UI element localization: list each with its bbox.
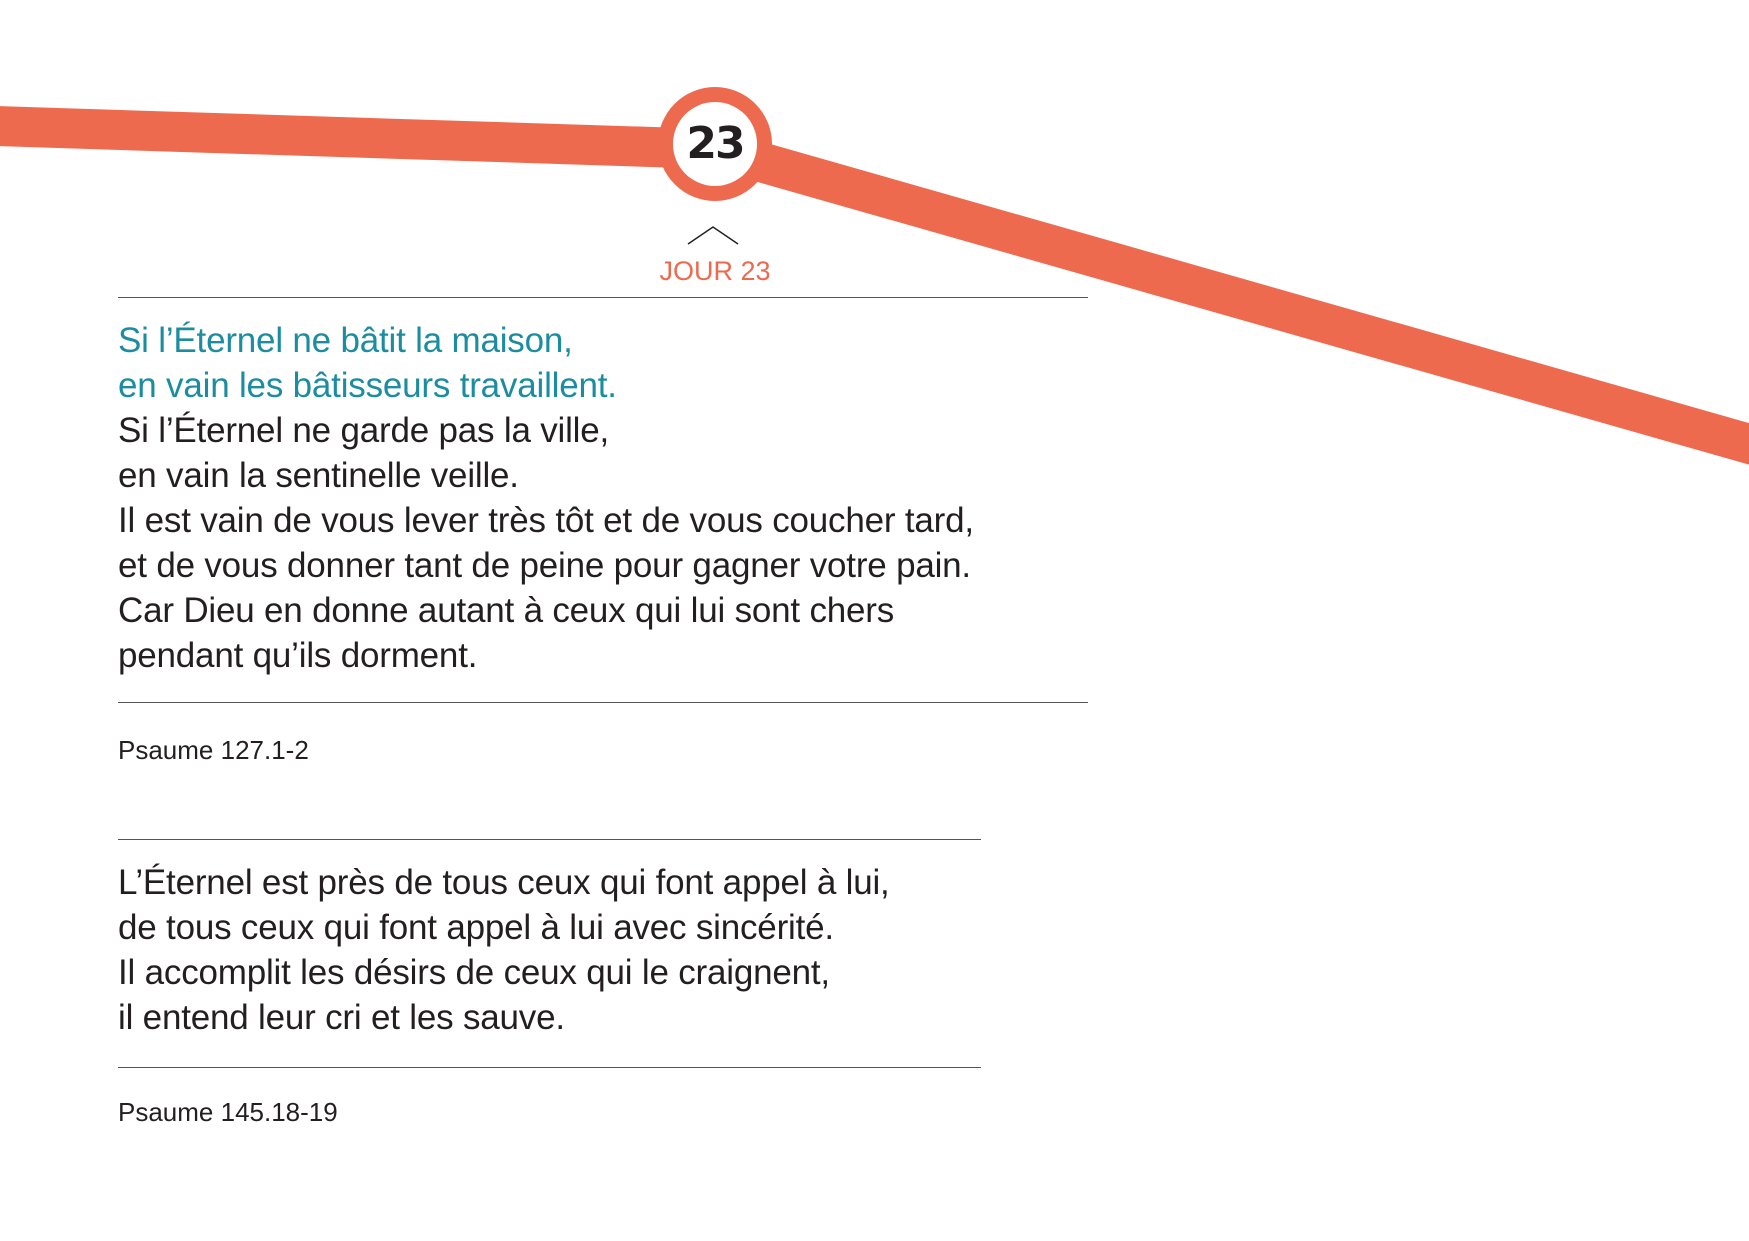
verse-line: de tous ceux qui font appel à lui avec sincérité. <box>118 908 834 947</box>
divider <box>118 839 981 840</box>
passage-1-text <box>118 318 974 678</box>
verse-line: il entend leur cri et les sauve. <box>118 998 565 1037</box>
verse-line: Si l’Éternel ne garde pas la ville, <box>118 411 610 450</box>
verse-line: Il est vain de vous lever très tôt et de vous coucher tard, <box>118 501 974 540</box>
passage-2-reference: Psaume 145.18-19 <box>118 1097 338 1127</box>
day-number: 23 <box>686 118 744 169</box>
verse-line: et de vous donner tant de peine pour gagner votre pain. <box>118 546 971 585</box>
verse-line: en vain les bâtisseurs travaillent. <box>118 366 617 405</box>
verse-line: Car Dieu en donne autant à ceux qui lui sont chers <box>118 591 895 630</box>
passage-2-text <box>118 860 890 1040</box>
passage-1-reference: Psaume 127.1-2 <box>118 735 309 765</box>
verse-line: pendant qu’ils dorment. <box>118 636 478 675</box>
chevron-up-icon <box>688 227 738 244</box>
verse-line: Il accomplit les désirs de ceux qui le craignent, <box>118 953 830 992</box>
verse-line: en vain la sentinelle veille. <box>118 456 519 495</box>
verse-line: L’Éternel est près de tous ceux qui font appel à lui, <box>118 863 890 902</box>
day-label: JOUR 23 <box>659 256 771 286</box>
divider <box>118 297 1088 298</box>
divider <box>118 702 1088 703</box>
divider <box>118 1067 981 1068</box>
verse-line: Si l’Éternel ne bâtit la maison, <box>118 321 573 360</box>
